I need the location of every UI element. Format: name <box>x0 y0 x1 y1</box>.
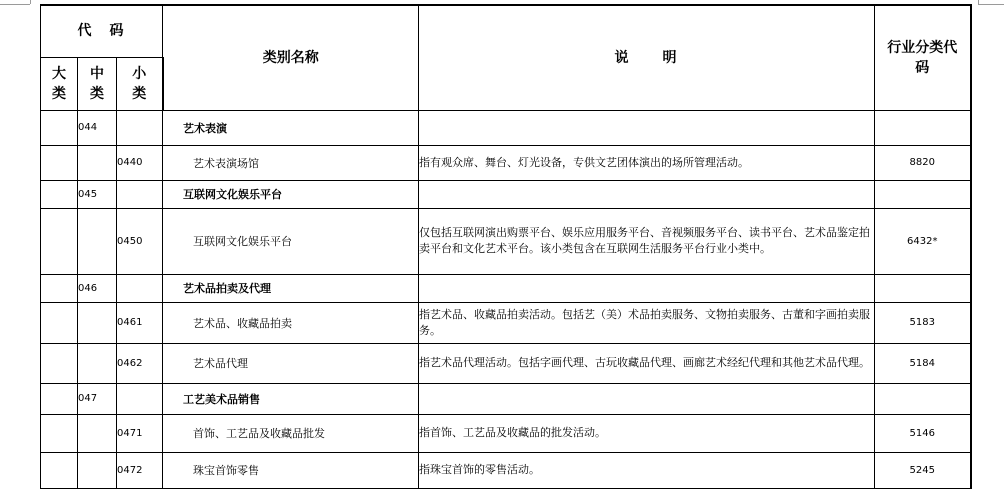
cell-mid <box>78 145 117 180</box>
header-category-name: 类别名称 <box>163 5 419 110</box>
cell-industry-code <box>875 180 971 208</box>
cell-major <box>41 274 78 302</box>
cell-category-name: 互联网文化娱乐平台 <box>163 208 419 274</box>
cell-minor <box>117 110 163 145</box>
crop-mark-top-left-v <box>30 0 31 4</box>
cell-category-name: 艺术品、收藏品拍卖 <box>163 302 419 343</box>
cell-major <box>41 452 78 488</box>
cell-category-name: 艺术品代理 <box>163 343 419 383</box>
cell-minor: 0461 <box>117 302 163 343</box>
crop-mark-top-right-v <box>978 0 979 4</box>
cell-mid <box>78 452 117 488</box>
cell-minor <box>117 274 163 302</box>
crop-mark-top-left-h <box>0 4 30 5</box>
table-row <box>41 145 971 180</box>
cell-major <box>41 110 78 145</box>
header-code: 代 码 <box>41 5 163 57</box>
table-row <box>41 110 971 145</box>
cell-category-name: 互联网文化娱乐平台 <box>163 180 419 208</box>
cell-major <box>41 145 78 180</box>
cell-mid <box>78 343 117 383</box>
cell-description: 仅包括互联网演出购票平台、娱乐应用服务平台、音视频服务平台、读书平台、艺术品鉴定拍卖平台和文化艺术平台。该小类包含在互联网生活服务平台行业小类中。 <box>419 208 875 274</box>
cell-major <box>41 383 78 414</box>
classification-table <box>40 4 972 489</box>
cell-mid: 047 <box>78 383 117 414</box>
cell-description <box>419 110 875 145</box>
cell-description <box>419 274 875 302</box>
cell-minor: 0471 <box>117 414 163 452</box>
cell-major <box>41 343 78 383</box>
cell-minor: 0450 <box>117 208 163 274</box>
cell-description <box>419 383 875 414</box>
table-row <box>41 302 971 343</box>
table-row <box>41 452 971 488</box>
cell-industry-code: 5184 <box>875 343 971 383</box>
cell-industry-code <box>875 383 971 414</box>
cell-major <box>41 414 78 452</box>
cell-category-name: 艺术表演场馆 <box>163 145 419 180</box>
cell-description: 指艺术品代理活动。包括字画代理、古玩收藏品代理、画廊艺术经纪代理和其他艺术品代理。 <box>419 343 875 383</box>
cell-industry-code: 6432* <box>875 208 971 274</box>
cell-industry-code: 5146 <box>875 414 971 452</box>
cell-major <box>41 180 78 208</box>
table-row <box>41 180 971 208</box>
cell-minor: 0462 <box>117 343 163 383</box>
cell-industry-code <box>875 110 971 145</box>
cell-description: 指首饰、工艺品及收藏品的批发活动。 <box>419 414 875 452</box>
cell-minor <box>117 180 163 208</box>
cell-industry-code: 5183 <box>875 302 971 343</box>
table-row <box>41 383 971 414</box>
cell-minor: 0472 <box>117 452 163 488</box>
cell-description: 指珠宝首饰的零售活动。 <box>419 452 875 488</box>
cell-major <box>41 208 78 274</box>
cell-category-name: 首饰、工艺品及收藏品批发 <box>163 414 419 452</box>
cell-major <box>41 302 78 343</box>
cell-description: 指艺术品、收藏品拍卖活动。包括艺（美）术品拍卖服务、文物拍卖服务、古董和字画拍卖服务。 <box>419 302 875 343</box>
cell-minor: 0440 <box>117 145 163 180</box>
cell-category-name: 艺术品拍卖及代理 <box>163 274 419 302</box>
cell-description <box>419 180 875 208</box>
table-row <box>41 208 971 274</box>
table-row <box>41 343 971 383</box>
header-industry-code-text: 行业分类代码 <box>887 39 958 76</box>
cell-mid <box>78 414 117 452</box>
cell-mid: 045 <box>78 180 117 208</box>
header-description: 说 明 <box>419 5 875 110</box>
header-major-text: 大类 <box>52 65 66 102</box>
cell-minor <box>117 383 163 414</box>
crop-mark-top-right-h <box>978 4 1004 5</box>
table-row <box>41 414 971 452</box>
cell-mid <box>78 302 117 343</box>
cell-category-name: 珠宝首饰零售 <box>163 452 419 488</box>
header-mid <box>78 57 117 110</box>
cell-mid <box>78 208 117 274</box>
cell-industry-code: 5245 <box>875 452 971 488</box>
header-major <box>41 57 78 110</box>
cell-category-name: 工艺美术品销售 <box>163 383 419 414</box>
cell-description: 指有观众席、舞台、灯光设备，专供文艺团体演出的场所管理活动。 <box>419 145 875 180</box>
cell-mid: 046 <box>78 274 117 302</box>
header-minor <box>117 57 163 110</box>
cell-industry-code: 8820 <box>875 145 971 180</box>
header-minor-text: 小类 <box>132 65 147 102</box>
cell-industry-code <box>875 274 971 302</box>
header-industry-code <box>875 5 971 110</box>
cell-category-name: 艺术表演 <box>163 110 419 145</box>
header-mid-text: 中类 <box>90 65 104 102</box>
cell-mid: 044 <box>78 110 117 145</box>
table-row <box>41 274 971 302</box>
